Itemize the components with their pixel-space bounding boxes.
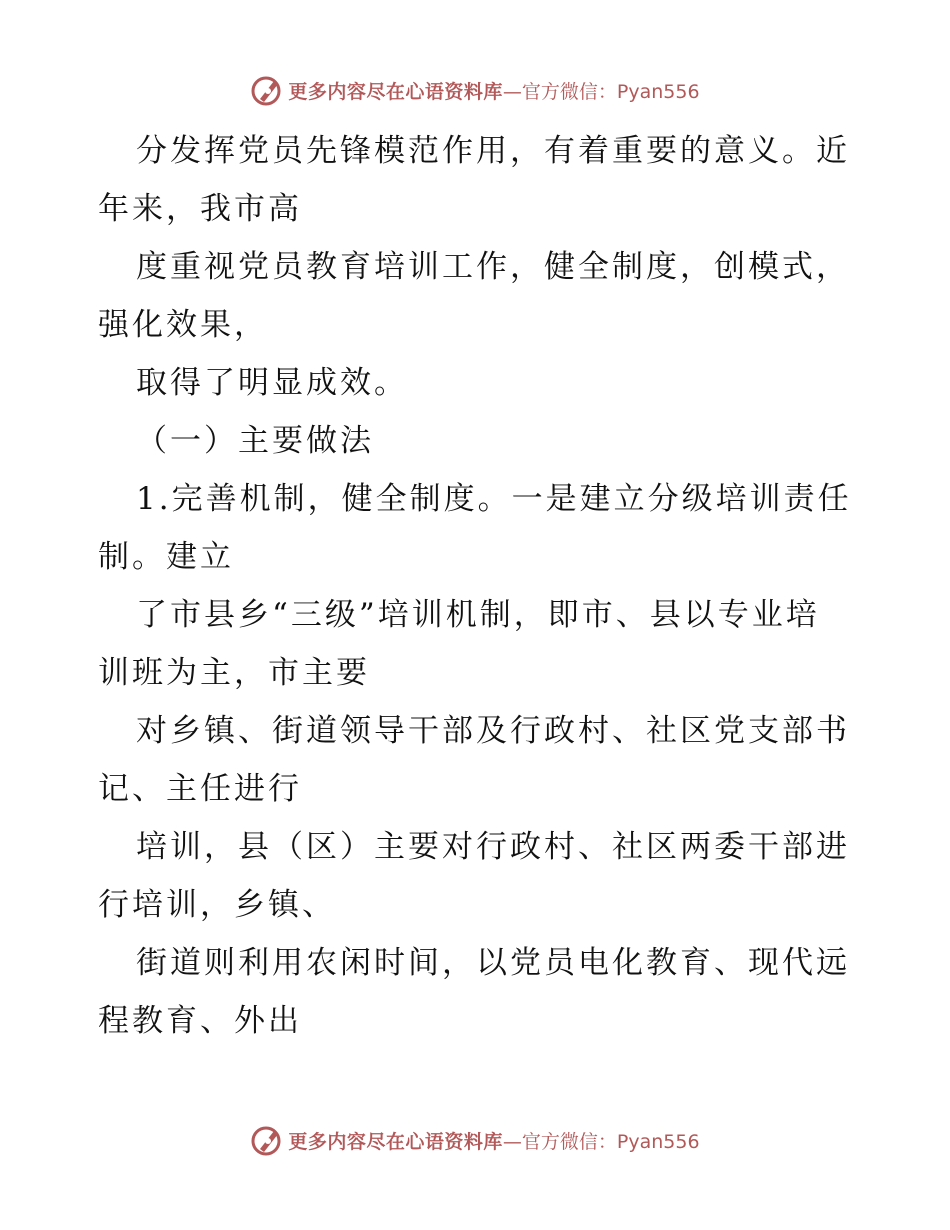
text-line: 程教育、外出 [98,1003,302,1039]
paragraph [98,122,858,1050]
header-banner-contact: —官方微信：Pyan556 [502,80,700,103]
text-line: 行培训，乡镇、 [98,887,336,923]
document-body [98,122,858,1050]
pen-logo-icon [250,1123,284,1157]
text-line: 训班为主，市主要 [98,655,370,691]
pen-logo-icon [250,73,284,107]
footer-banner [0,1120,950,1160]
footer-banner-title: 更多内容尽在心语资料库 [288,1130,503,1153]
section-heading: （一）主要做法 [136,423,374,459]
text-line: 街道则利用农闲时间，以党员电化教育、现代远 [136,945,850,981]
text-line: 对乡镇、街道领导干部及行政村、社区党支部书 [136,713,850,749]
text-line: 分发挥党员先锋模范作用，有着重要的意义。近 [136,133,850,169]
text-line: 度重视党员教育培训工作，健全制度，创模式， [136,249,850,285]
text-line: 1.完善机制，健全制度。一是建立分级培训责任 [136,481,852,517]
footer-banner-contact: —官方微信：Pyan556 [502,1130,700,1153]
text-line: 制。建立 [98,539,234,575]
text-line: 了市县乡“三级”培训机制，即市、县以专业培 [136,597,820,633]
header-banner-title: 更多内容尽在心语资料库 [288,80,503,103]
text-line: 培训，县（区）主要对行政村、社区两委干部进 [136,829,850,865]
text-line: 记、主任进行 [98,771,302,807]
header-banner [0,70,950,110]
text-line: 取得了明显成效。 [136,365,408,401]
text-line: 强化效果， [98,307,268,343]
text-line: 年来，我市高 [98,191,302,227]
